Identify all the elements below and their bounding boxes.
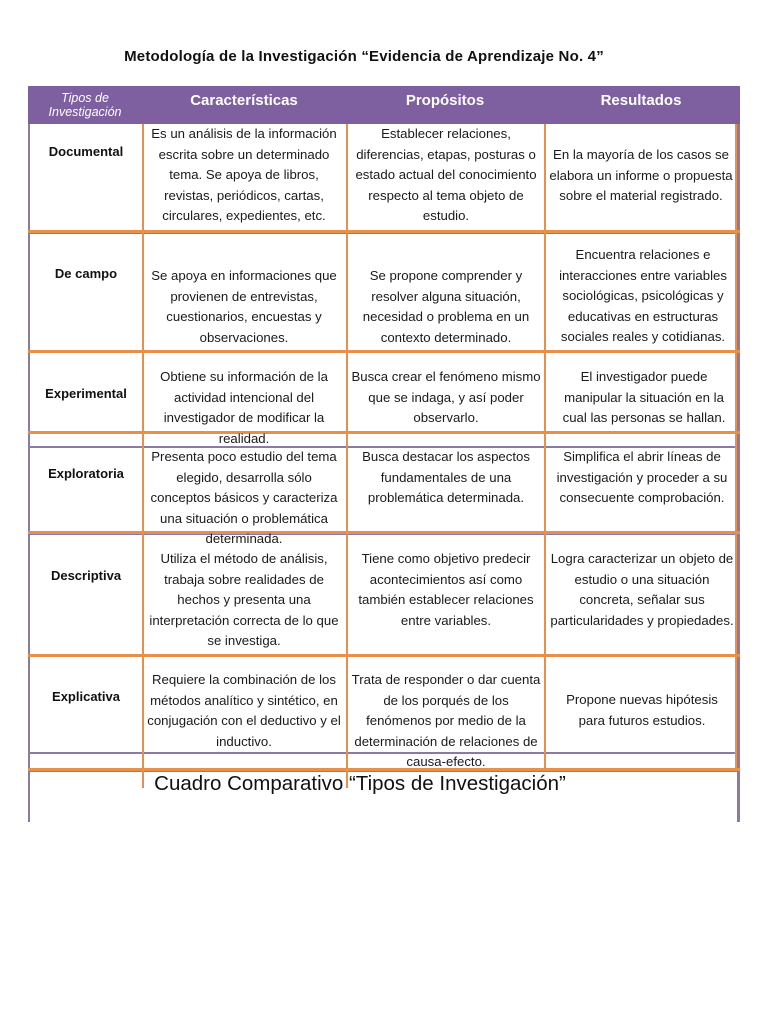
header-resultados: Resultados: [600, 91, 682, 109]
cell-resultados: Logra caracterizar un objeto de estudio o una situación concreta, señalar sus particularidades y propiedades.: [550, 551, 734, 628]
grid-line: [28, 531, 740, 534]
row-label-exploratoria: Exploratoria: [48, 466, 124, 481]
cell-propositos: Busca crear el fenómeno mismo que se indaga, y así poder observarlo.: [351, 369, 541, 425]
table-frame-right: [737, 86, 740, 822]
cell-resultados: En la mayoría de los casos se elabora un informe o propuesta sobre el material registrado.: [549, 147, 733, 203]
cell-caracteristicas: Obtiene su información de la actividad intencional del investigador de modificar la realidad.: [160, 369, 328, 446]
header-propositos: Propósitos: [405, 91, 485, 109]
cell-caracteristicas: Presenta poco estudio del tema elegido, desarrolla sólo conceptos básicos y caracteriza una situación o problemática determinada.: [150, 449, 338, 546]
row-label-explicativa: Explicativa: [52, 689, 120, 704]
header-tipos: Tipos de Investigación: [48, 91, 122, 119]
row-label-documental: Documental: [48, 144, 124, 159]
grid-line: [28, 654, 740, 657]
grid-line: [28, 431, 740, 434]
grid-line: [28, 350, 740, 353]
cell-caracteristicas: Se apoya en informaciones que provienen de entrevistas, cuestionarios, encuestas y observaciones.: [151, 268, 337, 345]
cell-caracteristicas: Requiere la combinación de los métodos analítico y sintético, en conjugación con el deductivo y el inductivo.: [147, 672, 341, 749]
header-caracteristicas: Características: [190, 91, 298, 109]
row-label-descriptiva: Descriptiva: [50, 568, 122, 583]
cell-propositos: Se propone comprender y resolver alguna situación, necesidad o problema en un contexto determinado.: [362, 268, 530, 345]
table-header: [28, 86, 740, 124]
cell-resultados: Encuentra relaciones e interacciones entre variables sociológicas, psicológicas y educativas en estructuras sociales reales y cotidianas.: [559, 247, 727, 344]
table-caption: Cuadro Comparativo “Tipos de Investigación”: [154, 772, 566, 795]
cell-resultados: Propone nuevas hipótesis para futuros estudios.: [566, 692, 718, 728]
column-line: [346, 124, 348, 788]
cell-propositos: Establecer relaciones, diferencias, etapas, posturas o estado actual del conocimiento respecto al tema objeto de estudio.: [355, 126, 537, 223]
row-label-experimental: Experimental: [45, 386, 127, 401]
cell-propositos: Busca destacar los aspectos fundamentales de una problemática determinada.: [362, 449, 530, 505]
table-frame-left: [28, 86, 30, 822]
cell-resultados: Simplifica el abrir líneas de investigación y proceder a su consecuente comprobación.: [556, 449, 728, 505]
comparison-table: [28, 86, 740, 822]
column-line: [142, 124, 144, 788]
cell-propositos: Tiene como objetivo predecir acontecimientos así como también establecer relaciones entre variables.: [358, 551, 534, 628]
column-line: [544, 124, 546, 770]
cell-propositos: Trata de responder o dar cuenta de los porqués de los fenómenos por medio de la determinación de relaciones de causa-efecto.: [351, 672, 541, 769]
document-title: Metodología de la Investigación “Evidencia de Aprendizaje No. 4”: [124, 48, 604, 65]
cell-caracteristicas: Utiliza el método de análisis, trabaja sobre realidades de hechos y presenta una interpretación correcta de lo que se investiga.: [149, 551, 339, 648]
grid-line: [28, 230, 740, 233]
row-label-de-campo: De campo: [54, 266, 118, 281]
cell-caracteristicas: Es un análisis de la información escrita sobre un determinado tema. Se apoya de libros, revistas, periódicos, cartas, circulares, expedientes, etc.: [151, 126, 337, 223]
cell-resultados: El investigador puede manipular la situación en la cual las personas se hallan.: [562, 369, 726, 425]
